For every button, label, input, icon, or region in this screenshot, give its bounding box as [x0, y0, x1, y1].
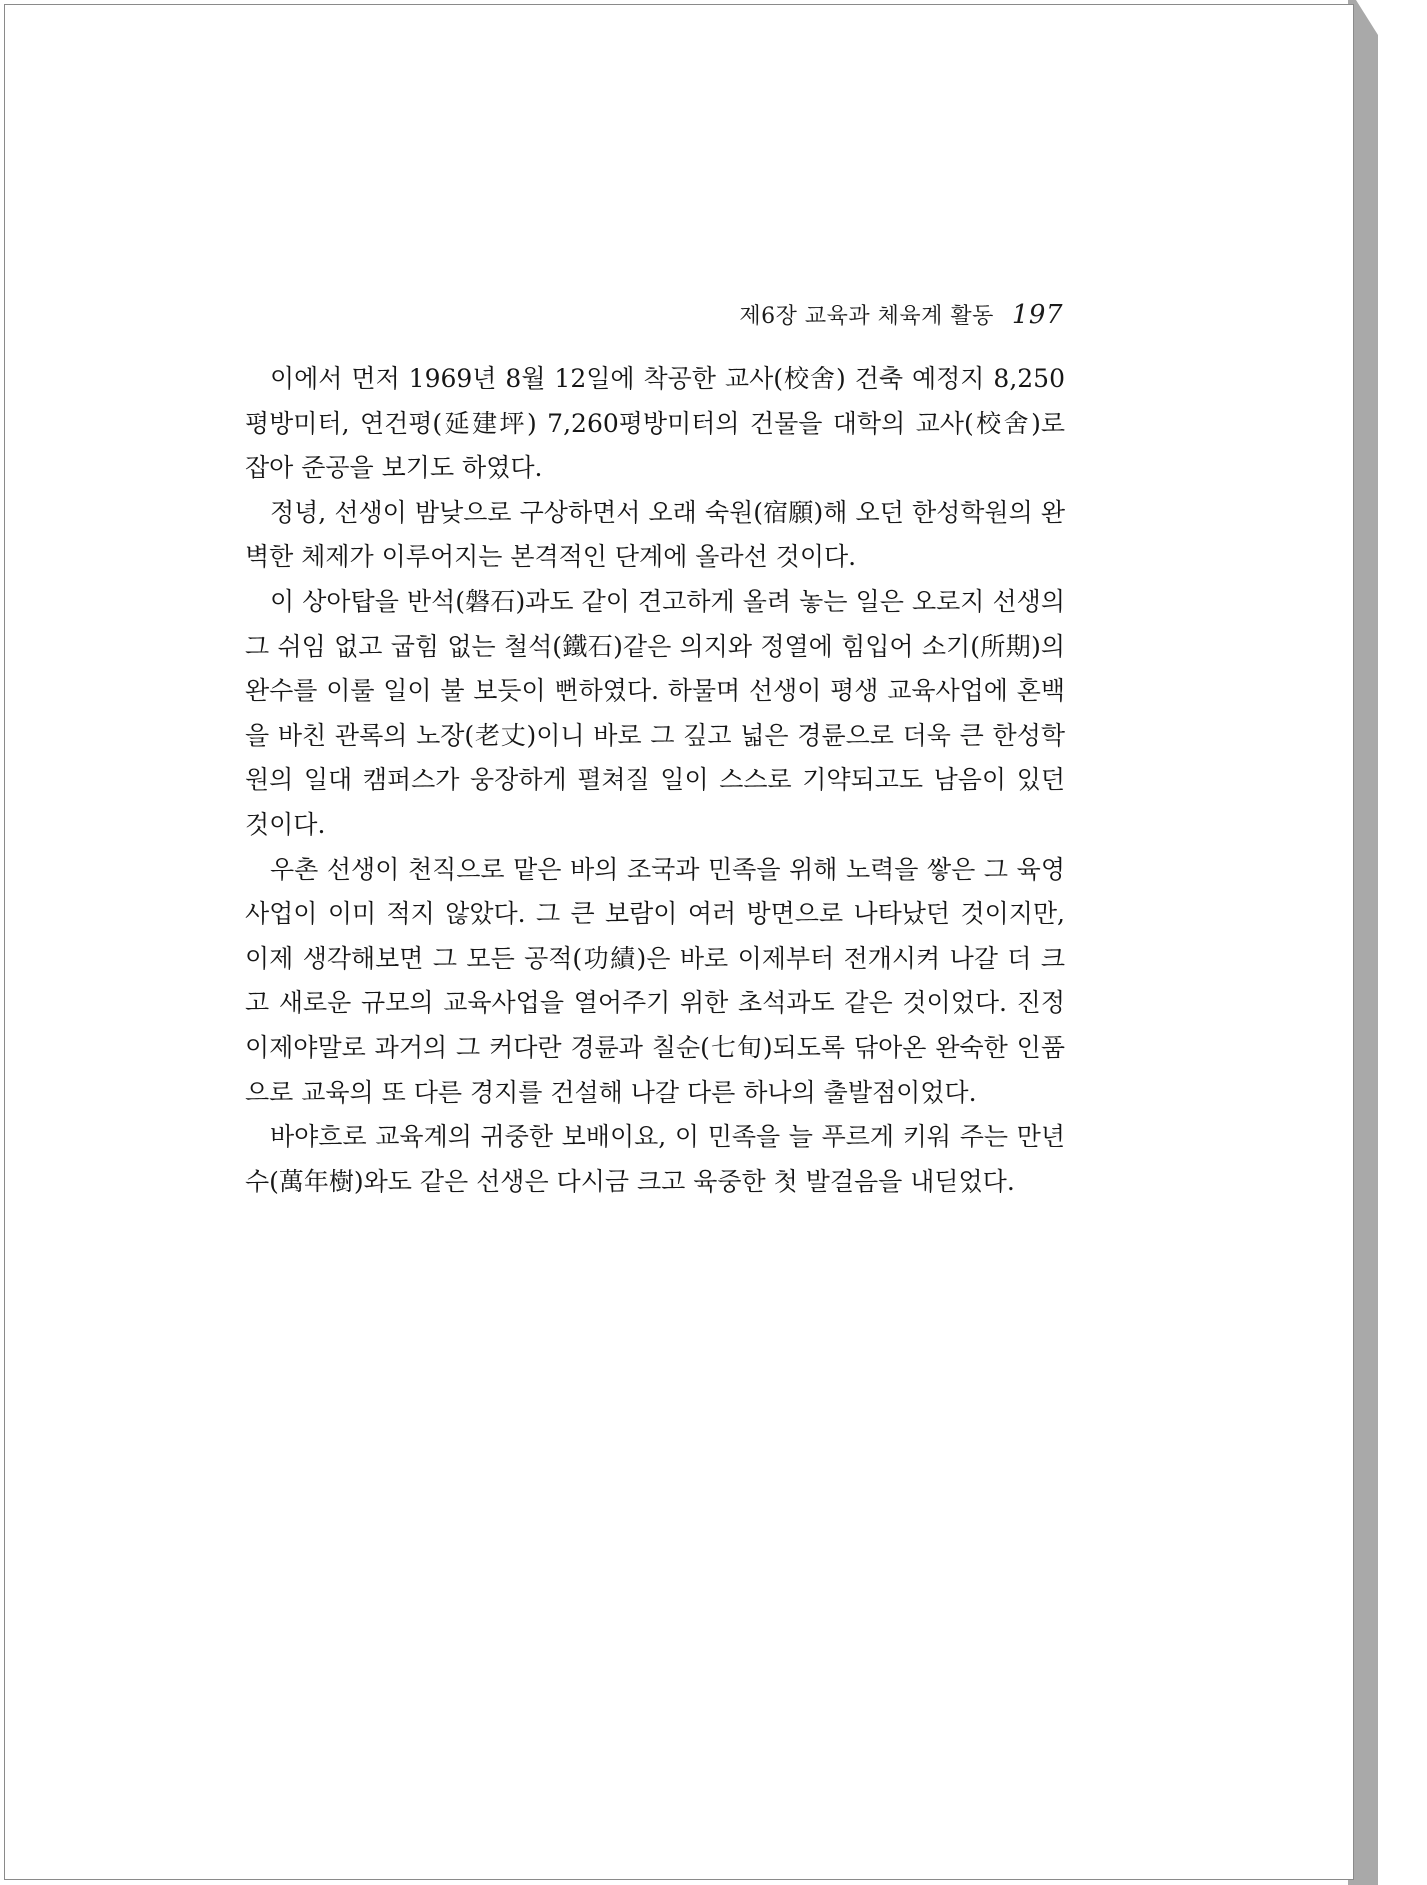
paragraph: 이에서 먼저 1969년 8월 12일에 착공한 교사(校舍) 건축 예정지 8,250평방미터, 연건평(延建坪) 7,260평방미터의 건물을 대학의 교사(校舍)로 잡아 준공을 보기도 하였다. — [245, 364, 1065, 483]
page-number: 197 — [1011, 300, 1063, 330]
paragraph: 이 상아탑을 반석(磐石)과도 같이 견고하게 올려 놓는 일은 오로지 선생의 그 쉬임 없고 굽힘 없는 철석(鐵石)같은 의지와 정열에 힘입어 소기(所期)의 완수를 이룰 일이 불 보듯이 뻔하였다. 하물며 선생이 평생 교육사업에 혼백을 바친 관록의 노장(老丈)이니 바로 그 깊고 넓은 경륜으로 더욱 큰 한성학원의 일대 캠퍼스가 웅장하게 펼쳐질 일이 스스로 기약되고도 남음이 있던 것이다. — [245, 586, 1065, 839]
running-head — [245, 299, 1063, 330]
chapter-title: 제6장 교육과 체육계 활동 — [739, 304, 994, 329]
body-text — [245, 357, 1065, 1204]
paragraph: 우촌 선생이 천직으로 맡은 바의 조국과 민족을 위해 노력을 쌓은 그 육영사업이 이미 적지 않았다. 그 큰 보람이 여러 방면으로 나타났던 것이지만, 이제 생각해보면 그 모든 공적(功績)은 바로 이제부터 전개시켜 나갈 더 크고 새로운 규모의 교육사업을 열어주기 위한 초석과도 같은 것이었다. 진정 이제야말로 과거의 그 커다란 경륜과 칠순(七旬)되도록 닦아온 완숙한 인품으로 교육의 또 다른 경지를 건설해 나갈 다른 하나의 출발점이었다. — [245, 854, 1065, 1107]
paragraph: 정녕, 선생이 밤낮으로 구상하면서 오래 숙원(宿願)해 오던 한성학원의 완벽한 체제가 이루어지는 본격적인 단계에 올라선 것이다. — [245, 497, 1065, 572]
paragraph: 바야흐로 교육계의 귀중한 보배이요, 이 민족을 늘 푸르게 키워 주는 만년수(萬年樹)와도 같은 선생은 다시금 크고 육중한 첫 발걸음을 내딛었다. — [245, 1122, 1065, 1196]
book-page — [4, 4, 1354, 1880]
